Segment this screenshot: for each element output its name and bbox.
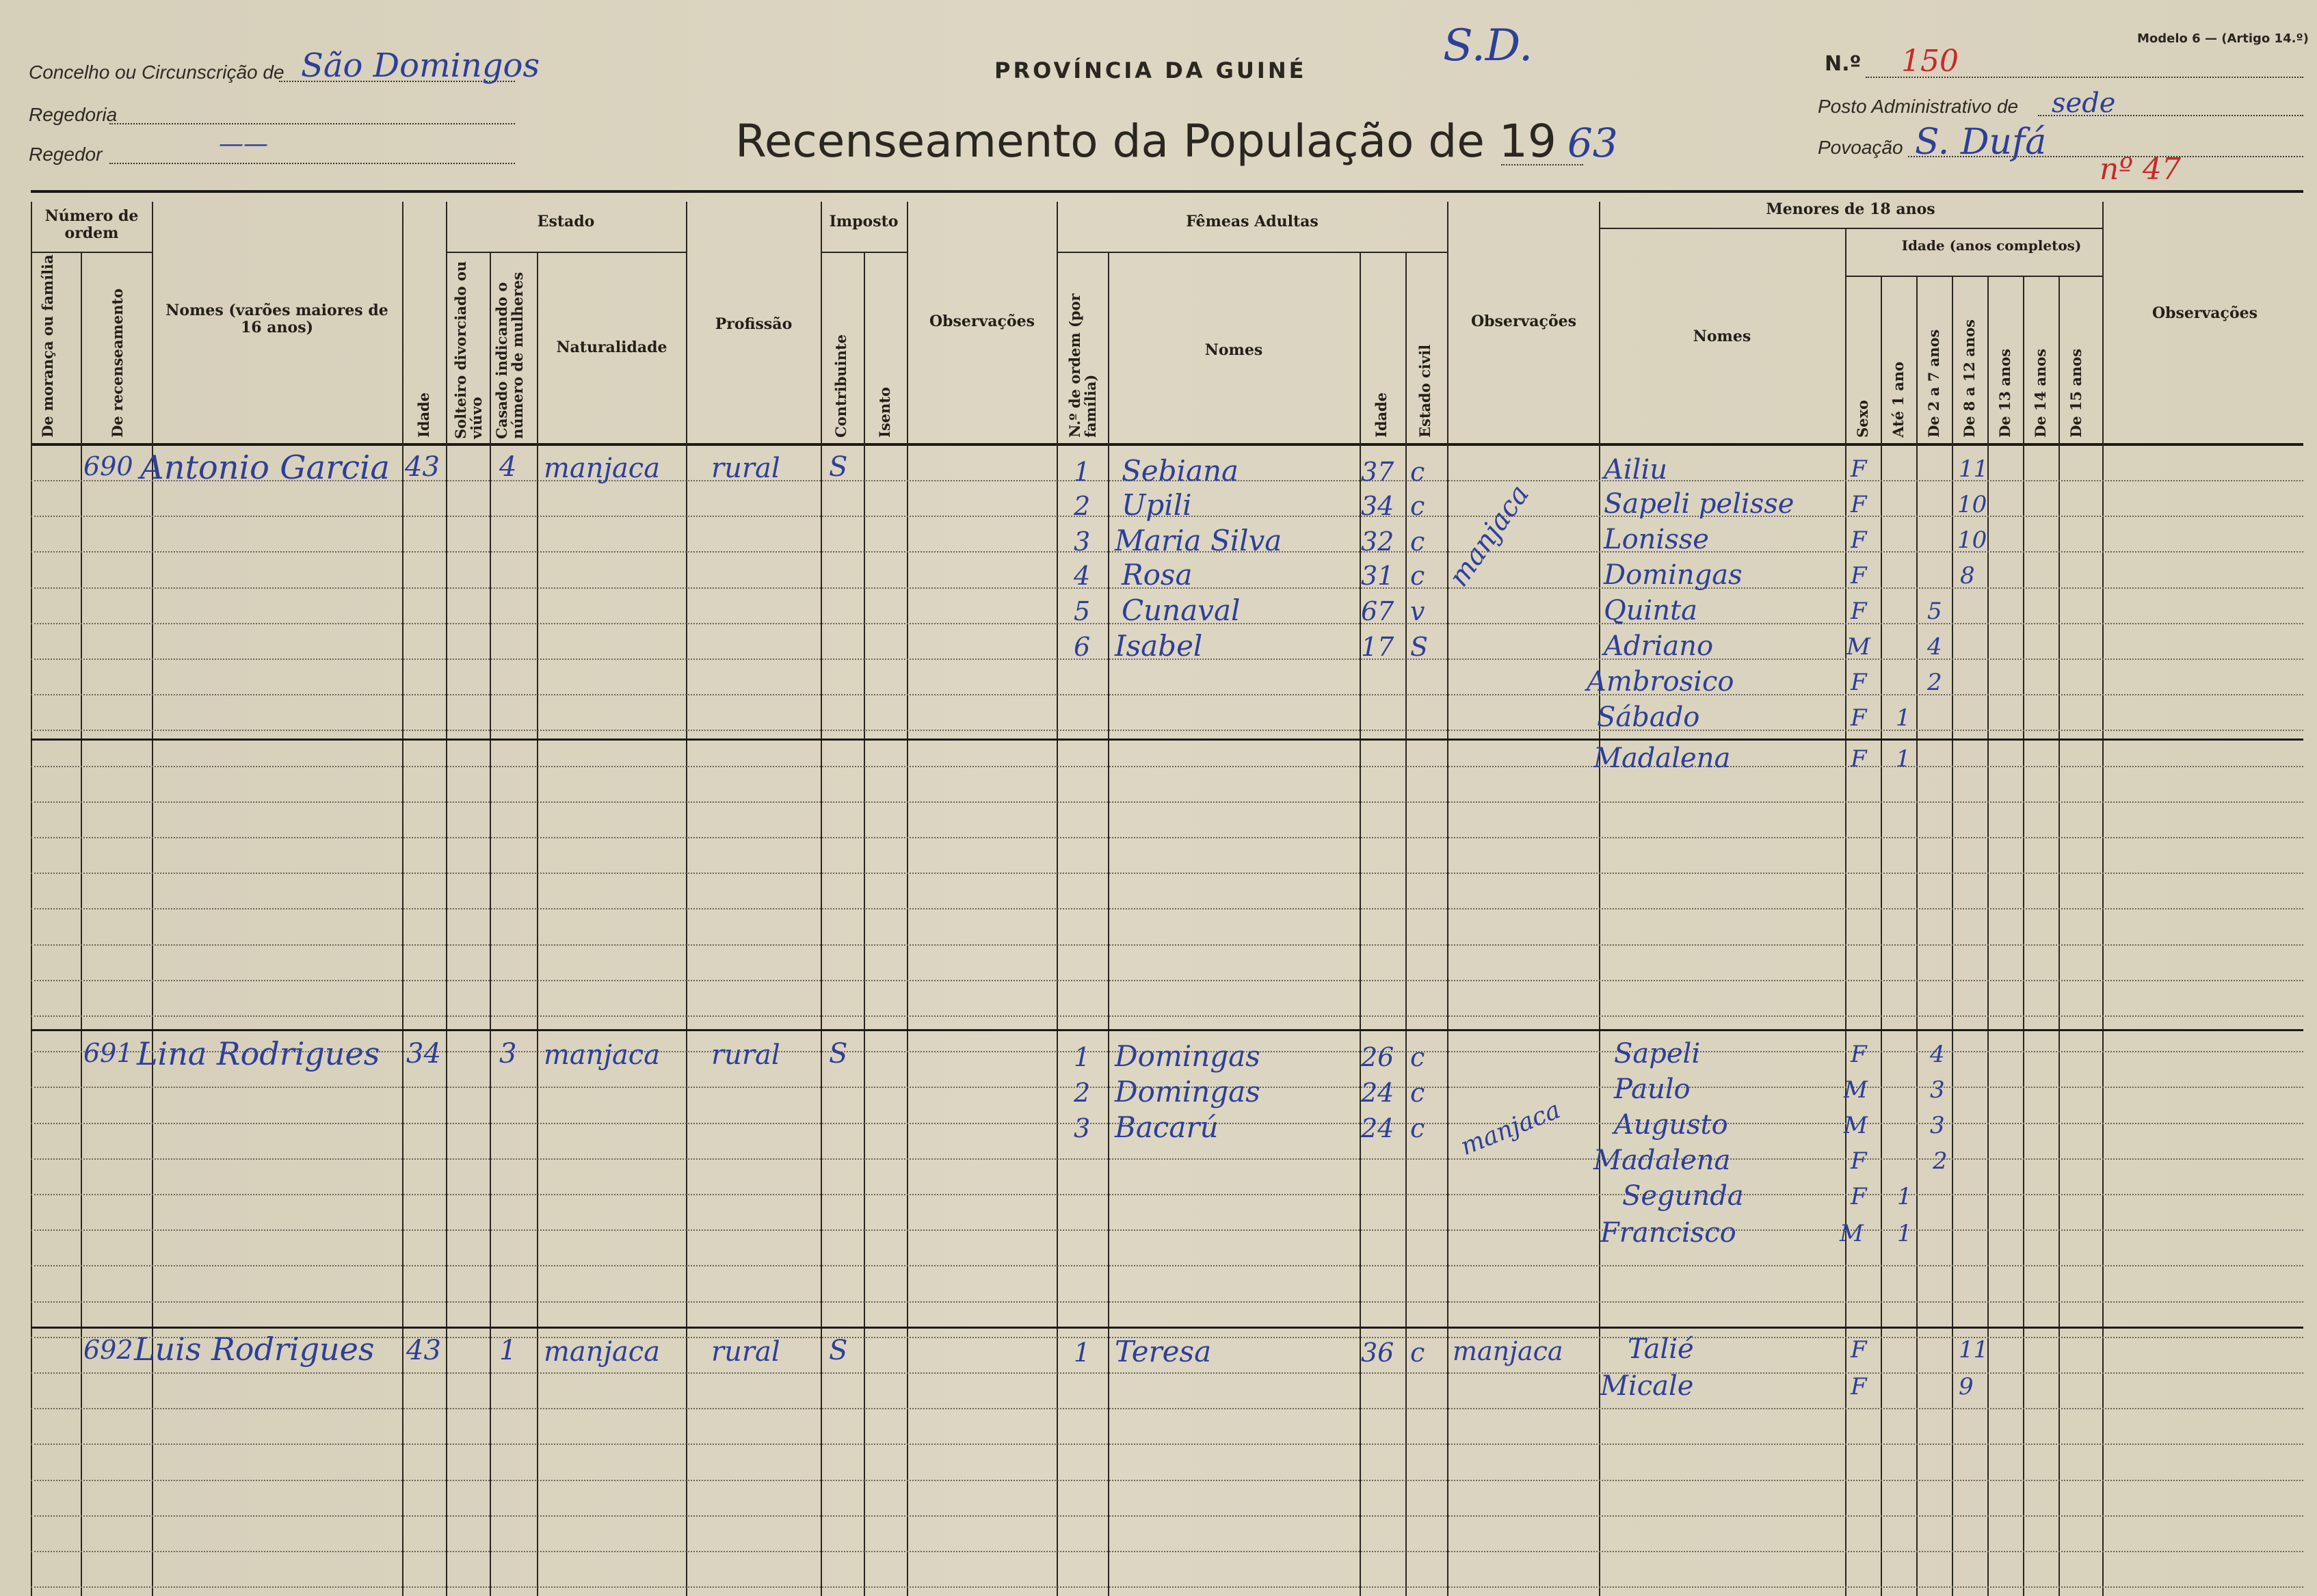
header-solteiro: Solteiro divorciado ou viúvo bbox=[452, 261, 486, 439]
header-estado-civil: Estado civil bbox=[1416, 344, 1433, 438]
minor-name: Segunda bbox=[1622, 1180, 1744, 1212]
female-age: 26 bbox=[1361, 1042, 1394, 1072]
entry-age: 34 bbox=[406, 1038, 441, 1069]
female-order: 1 bbox=[1074, 457, 1091, 487]
row-rule bbox=[31, 908, 2303, 909]
female-order: 3 bbox=[1074, 527, 1091, 557]
minor-age: 5 bbox=[1927, 598, 1942, 625]
header-idade-femeas: Idade bbox=[1373, 392, 1390, 438]
minor-name: Sapeli pelisse bbox=[1604, 488, 1795, 520]
minor-age: 10 bbox=[1957, 527, 1987, 554]
header-nomes-menores: Nomes bbox=[1693, 328, 1751, 345]
entry-obs-femeas: manjaca bbox=[1457, 1095, 1565, 1162]
minor-sex: F bbox=[1851, 1336, 1867, 1364]
row-rule bbox=[31, 694, 2303, 695]
header-observacoes: Observações bbox=[929, 312, 1035, 330]
header-idade-anos: Idade (anos completos) bbox=[1901, 237, 2082, 254]
row-rule bbox=[31, 1480, 2303, 1481]
minor-name: Micale bbox=[1600, 1370, 1694, 1402]
row-rule bbox=[31, 1265, 2303, 1266]
header-observacoes-2: Observações bbox=[1470, 312, 1576, 330]
female-name: Sebiana bbox=[1122, 454, 1239, 488]
extra-note: nº 47 bbox=[2100, 152, 2182, 187]
number-label: N.º bbox=[1825, 52, 1862, 76]
table-top-rule bbox=[31, 190, 2303, 193]
row-rule bbox=[31, 801, 2303, 803]
minor-sex: M bbox=[1846, 633, 1870, 661]
minor-name: Sábado bbox=[1597, 702, 1700, 733]
minor-age: 1 bbox=[1896, 745, 1911, 773]
header-13: De 13 anos bbox=[1996, 348, 2013, 438]
header-estado: Estado bbox=[537, 213, 595, 230]
title-year: 63 bbox=[1567, 120, 1618, 166]
header-isento: Isento bbox=[876, 387, 893, 438]
female-status: c bbox=[1410, 561, 1425, 591]
female-status: c bbox=[1410, 1042, 1425, 1072]
minor-sex: F bbox=[1851, 1183, 1867, 1210]
female-name: Maria Silva bbox=[1115, 524, 1282, 557]
female-order: 2 bbox=[1074, 491, 1091, 521]
female-status: c bbox=[1410, 527, 1425, 557]
female-age: 34 bbox=[1361, 491, 1394, 521]
entry-number: 691 bbox=[83, 1038, 133, 1068]
regedor-label: Regedor bbox=[29, 144, 103, 165]
header-idade: Idade bbox=[415, 392, 432, 438]
female-status: S bbox=[1410, 632, 1429, 662]
minor-sex: F bbox=[1851, 1147, 1867, 1175]
female-name: Upili bbox=[1122, 488, 1192, 522]
minor-age: 4 bbox=[1930, 1041, 1945, 1068]
female-order: 1 bbox=[1074, 1338, 1091, 1368]
header-sexo: Sexo bbox=[1854, 399, 1871, 438]
entry-naturalidade: manjaca bbox=[544, 1039, 661, 1071]
female-status: c bbox=[1410, 1113, 1425, 1143]
header-numero-ordem: Número de ordem bbox=[44, 207, 139, 243]
female-name: Isabel bbox=[1115, 629, 1203, 663]
entry-obs-femeas: manjaca bbox=[1443, 479, 1536, 593]
row-rule bbox=[31, 1194, 2303, 1195]
posto-value: sede bbox=[2052, 88, 2116, 119]
minor-age: 4 bbox=[1927, 633, 1942, 661]
female-name: Teresa bbox=[1115, 1335, 1212, 1368]
minor-name: Madalena bbox=[1593, 1145, 1731, 1176]
concelho-label: Concelho ou Circunscrição de bbox=[29, 62, 284, 83]
row-rule bbox=[31, 944, 2303, 946]
female-status: v bbox=[1410, 596, 1425, 626]
minor-name: Sapeli bbox=[1614, 1038, 1701, 1069]
entry-wives: 1 bbox=[499, 1335, 517, 1366]
povoacao-value: S. Dufá bbox=[1915, 122, 2047, 163]
female-name: Rosa bbox=[1122, 558, 1193, 591]
female-age: 24 bbox=[1361, 1113, 1394, 1143]
female-age: 17 bbox=[1361, 632, 1394, 662]
row-rule bbox=[31, 1515, 2303, 1517]
number-value: 150 bbox=[1901, 44, 1959, 79]
minor-age: 2 bbox=[1933, 1147, 1948, 1175]
row-rule bbox=[31, 1301, 2303, 1303]
female-status: c bbox=[1410, 457, 1425, 487]
header-contribuinte: Contribuinte bbox=[832, 334, 849, 438]
minor-name: Domingas bbox=[1604, 559, 1743, 591]
female-status: c bbox=[1410, 1078, 1425, 1108]
minor-name: Augusto bbox=[1614, 1109, 1728, 1141]
minor-name: Ambrosico bbox=[1587, 666, 1734, 697]
minor-sex: F bbox=[1851, 745, 1867, 773]
minor-age: 2 bbox=[1927, 669, 1942, 696]
row-rule bbox=[31, 1586, 2303, 1588]
header-femeas-adultas: Fêmeas Adultas bbox=[1186, 213, 1319, 230]
header-n-ordem-familia: N.º de ordem (por família) bbox=[1066, 293, 1100, 438]
female-order: 6 bbox=[1074, 632, 1091, 662]
female-name: Domingas bbox=[1115, 1075, 1260, 1108]
regedor-value: —— bbox=[219, 130, 268, 158]
female-name: Cunaval bbox=[1122, 594, 1241, 627]
header-naturalidade: Naturalidade bbox=[556, 338, 667, 356]
minor-sex: M bbox=[1840, 1220, 1864, 1247]
minor-age: 8 bbox=[1960, 562, 1975, 589]
minor-age: 1 bbox=[1897, 1183, 1912, 1210]
stamp-initials: S.D. bbox=[1443, 21, 1533, 71]
minor-sex: M bbox=[1844, 1112, 1868, 1139]
regedoria-label: Regedoria bbox=[29, 104, 118, 125]
minor-sex: M bbox=[1844, 1076, 1868, 1104]
row-rule bbox=[31, 873, 2303, 874]
form-code: Modelo 6 — (Artigo 14.º) bbox=[2137, 31, 2309, 46]
header-observacoes-3: Observações bbox=[2152, 304, 2258, 322]
row-rule bbox=[31, 1229, 2303, 1231]
female-age: 24 bbox=[1361, 1078, 1394, 1108]
entry-contribuinte: S bbox=[829, 451, 848, 483]
female-order: 2 bbox=[1074, 1078, 1091, 1108]
minor-age: 1 bbox=[1896, 704, 1911, 732]
minor-age: 3 bbox=[1930, 1112, 1945, 1139]
minor-sex: F bbox=[1851, 491, 1867, 518]
entry-naturalidade: manjaca bbox=[544, 453, 661, 484]
female-name: Bacarú bbox=[1115, 1110, 1219, 1144]
female-age: 36 bbox=[1361, 1338, 1394, 1368]
minor-age: 10 bbox=[1957, 491, 1987, 518]
minor-sex: F bbox=[1851, 562, 1867, 589]
entry-number: 692 bbox=[83, 1335, 133, 1365]
entry-number: 690 bbox=[83, 451, 133, 481]
entry-obs-femeas: manjaca bbox=[1453, 1336, 1563, 1366]
female-status: c bbox=[1410, 491, 1425, 521]
female-age: 37 bbox=[1361, 457, 1394, 487]
minor-name: Quinta bbox=[1604, 595, 1698, 626]
row-rule bbox=[31, 980, 2303, 981]
page-title: Recenseamento da População de 19 63 bbox=[735, 115, 1618, 168]
minor-sex: F bbox=[1851, 455, 1867, 483]
header-moranca: De morança ou família bbox=[39, 254, 56, 438]
row-rule bbox=[31, 766, 2303, 767]
entry-profissao: rural bbox=[711, 453, 780, 484]
female-age: 67 bbox=[1361, 596, 1394, 626]
header-imposto: Imposto bbox=[829, 213, 899, 230]
header-bottom-rule bbox=[31, 443, 2303, 446]
row-rule bbox=[31, 1551, 2303, 1552]
row-rule bbox=[31, 730, 2303, 731]
header-nomes-femeas: Nomes bbox=[1204, 341, 1263, 359]
minor-sex: F bbox=[1851, 704, 1867, 732]
header-recenseamento: De recenseamento bbox=[109, 288, 126, 438]
header-nomes-varoes: Nomes (varões maiores de 16 anos) bbox=[166, 302, 388, 337]
entry-age: 43 bbox=[406, 1335, 441, 1366]
female-status: c bbox=[1410, 1338, 1425, 1368]
entry-profissao: rural bbox=[711, 1039, 780, 1071]
entry-wives: 4 bbox=[499, 451, 517, 483]
minor-sex: F bbox=[1851, 527, 1867, 554]
female-order: 3 bbox=[1074, 1113, 1091, 1143]
minor-name: Ailiu bbox=[1604, 454, 1668, 486]
minor-name: Talié bbox=[1628, 1333, 1694, 1365]
row-rule bbox=[31, 837, 2303, 838]
province-title: PROVÍNCIA DA GUINÉ bbox=[994, 57, 1307, 83]
minor-name: Adriano bbox=[1604, 630, 1714, 662]
entry-wives: 3 bbox=[499, 1038, 517, 1069]
entry-profissao: rural bbox=[711, 1336, 780, 1368]
header-menores: Menores de 18 anos bbox=[1766, 200, 1935, 218]
header-8-a-12: De 8 a 12 anos bbox=[1961, 319, 1978, 438]
entry-name: Antonio Garcia bbox=[140, 449, 390, 487]
minor-age: 9 bbox=[1959, 1373, 1974, 1400]
female-order: 1 bbox=[1074, 1042, 1091, 1072]
female-order: 4 bbox=[1074, 561, 1091, 591]
header-casado: Casado indicando o número de mulheres bbox=[493, 271, 527, 439]
minor-name: Lonisse bbox=[1604, 524, 1709, 555]
header-15: De 15 anos bbox=[2067, 348, 2084, 438]
female-name: Domingas bbox=[1115, 1039, 1260, 1073]
povoacao-label: Povoação bbox=[1818, 137, 1903, 158]
minor-name: Madalena bbox=[1593, 743, 1731, 774]
minor-sex: F bbox=[1851, 669, 1867, 696]
minor-age: 1 bbox=[1897, 1220, 1912, 1247]
minor-sex: F bbox=[1851, 1041, 1867, 1068]
concelho-value: São Domingos bbox=[301, 46, 540, 85]
female-age: 32 bbox=[1361, 527, 1394, 557]
minor-sex: F bbox=[1851, 1373, 1867, 1400]
header-profissao: Profissão bbox=[715, 315, 793, 333]
minor-age: 11 bbox=[1959, 455, 1989, 483]
entry-age: 43 bbox=[405, 451, 440, 483]
header-14: De 14 anos bbox=[2032, 348, 2049, 438]
minor-age: 11 bbox=[1959, 1336, 1989, 1364]
header-ate-1-ano: Até 1 ano bbox=[1890, 361, 1907, 438]
row-rule bbox=[31, 1158, 2303, 1160]
row-rule bbox=[31, 1015, 2303, 1017]
row-rule bbox=[31, 1408, 2303, 1409]
female-age: 31 bbox=[1361, 561, 1394, 591]
header-2-a-7: De 2 a 7 anos bbox=[1925, 329, 1942, 438]
entry-name: Luis Rodrigues bbox=[134, 1331, 375, 1368]
posto-label: Posto Administrativo de bbox=[1818, 96, 2019, 117]
minor-name: Paulo bbox=[1614, 1074, 1691, 1105]
entry-name: Lina Rodrigues bbox=[137, 1035, 380, 1072]
minor-age: 3 bbox=[1930, 1076, 1945, 1104]
female-order: 5 bbox=[1074, 596, 1091, 626]
entry-contribuinte: S bbox=[829, 1038, 848, 1069]
entry-naturalidade: manjaca bbox=[544, 1336, 661, 1368]
row-rule bbox=[31, 1444, 2303, 1445]
minor-name: Francisco bbox=[1600, 1217, 1736, 1249]
entry-contribuinte: S bbox=[829, 1335, 848, 1366]
minor-sex: F bbox=[1851, 598, 1867, 625]
